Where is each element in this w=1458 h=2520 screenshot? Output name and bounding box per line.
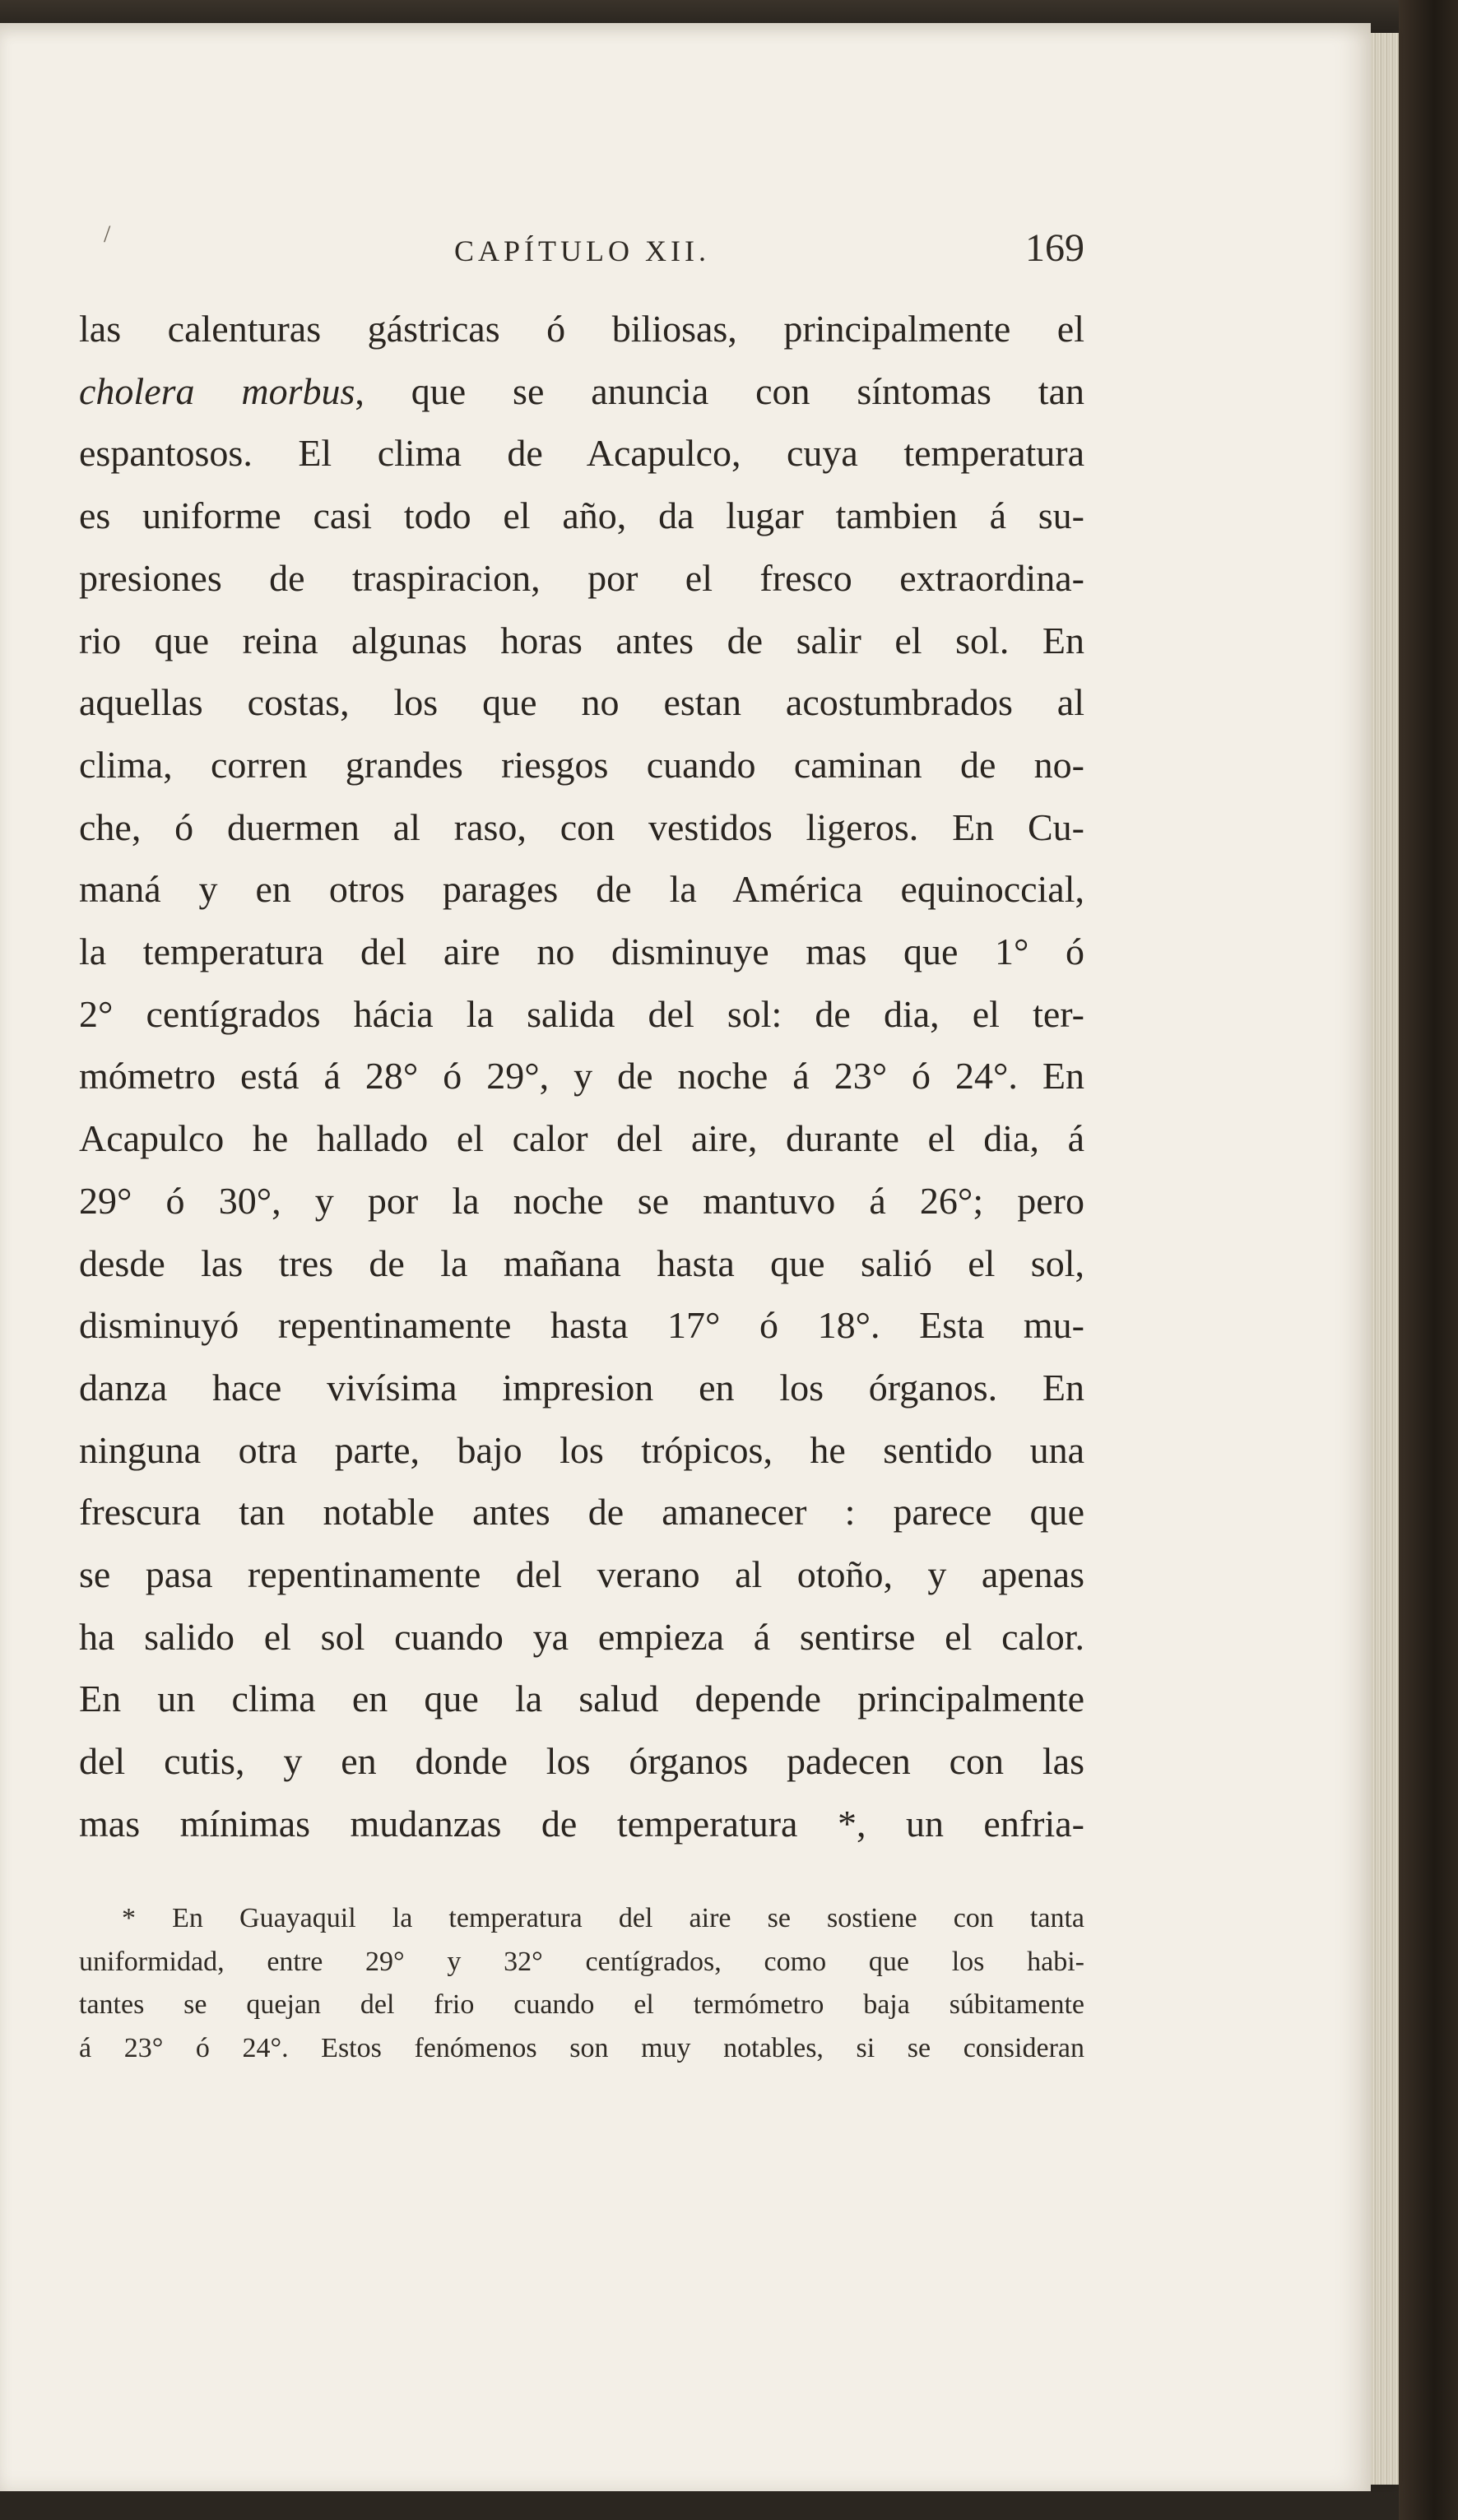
body-line: frescura tan notable antes de amanecer : parece que bbox=[79, 1491, 1084, 1534]
body-line: la temperatura del aire no disminuye mas que 1° ó bbox=[79, 930, 1084, 973]
body-line: disminuyó repentinamente hasta 17° ó 18°. Esta mu- bbox=[79, 1304, 1084, 1347]
body-line: 2° centígrados hácia la salida del sol: de dia, el ter- bbox=[79, 992, 1084, 1035]
body-line: se pasa repentinamente del verano al otoño, y apenas bbox=[79, 1553, 1084, 1596]
body-line: del cutis, y en donde los órganos padecen con las bbox=[79, 1740, 1084, 1783]
body-text bbox=[79, 298, 1084, 1855]
body-line: ha salido el sol cuando ya empieza á sentirse el calor. bbox=[79, 1615, 1084, 1658]
body-line: espantosos. El clima de Acapulco, cuya temperatura bbox=[79, 432, 1084, 475]
body-line bbox=[79, 360, 1084, 423]
footnote-line: uniformidad, entre 29° y 32° centígrados, como que los habi- bbox=[79, 1946, 1084, 1977]
body-line: clima, corren grandes riesgos cuando caminan de no- bbox=[79, 743, 1084, 786]
body-line: mómetro está á 28° ó 29°, y de noche á 23° ó 24°. En bbox=[79, 1055, 1084, 1098]
running-head: CAPÍTULO XII. bbox=[454, 234, 710, 267]
footnote-line: á 23° ó 24°. Estos fenómenos son muy notables, si se consideran bbox=[79, 2032, 1084, 2063]
footnote-line: * En Guayaquil la temperatura del aire se sostiene con tanta bbox=[122, 1903, 1084, 1933]
body-line: las calenturas gástricas ó biliosas, principalmente el bbox=[79, 308, 1084, 350]
page-header bbox=[79, 220, 1084, 286]
stray-mark: / bbox=[104, 220, 111, 248]
footnote-line: tantes se quejan del frio cuando el termómetro baja súbitamente bbox=[79, 1989, 1084, 2020]
body-line: ninguna otra parte, bajo los trópicos, he sentido una bbox=[79, 1428, 1084, 1471]
body-line: rio que reina algunas horas antes de salir el sol. En bbox=[79, 619, 1084, 661]
body-line: che, ó duermen al raso, con vestidos ligeros. En Cu- bbox=[79, 805, 1084, 848]
footnote bbox=[79, 1897, 1084, 2070]
body-line: mas mínimas mudanzas de temperatura *, un enfria- bbox=[79, 1802, 1084, 1845]
body-line: 29° ó 30°, y por la noche se mantuvo á 26°; pero bbox=[79, 1179, 1084, 1222]
body-line: aquellas costas, los que no estan acostumbrados al bbox=[79, 681, 1084, 724]
body-line: desde las tres de la mañana hasta que salió el sol, bbox=[79, 1241, 1084, 1284]
body-line: danza hace vivísima impresion en los órganos. En bbox=[79, 1366, 1084, 1409]
italic-term: cholera morbus bbox=[79, 369, 355, 412]
body-line: presiones de traspiracion, por el fresco extraordina- bbox=[79, 556, 1084, 599]
body-line: Acapulco he hallado el calor del aire, durante el dia, á bbox=[79, 1117, 1084, 1160]
body-line: es uniforme casi todo el año, da lugar tambien á su- bbox=[79, 494, 1084, 537]
book-cover-edge bbox=[1399, 0, 1458, 2520]
body-line: maná y en otros parages de la América equinoccial, bbox=[79, 868, 1084, 911]
body-line-segment: , que se anuncia con síntomas tan bbox=[355, 369, 1084, 412]
body-line: En un clima en que la salud depende principalmente bbox=[79, 1678, 1084, 1720]
page-number: 169 bbox=[1025, 226, 1084, 270]
